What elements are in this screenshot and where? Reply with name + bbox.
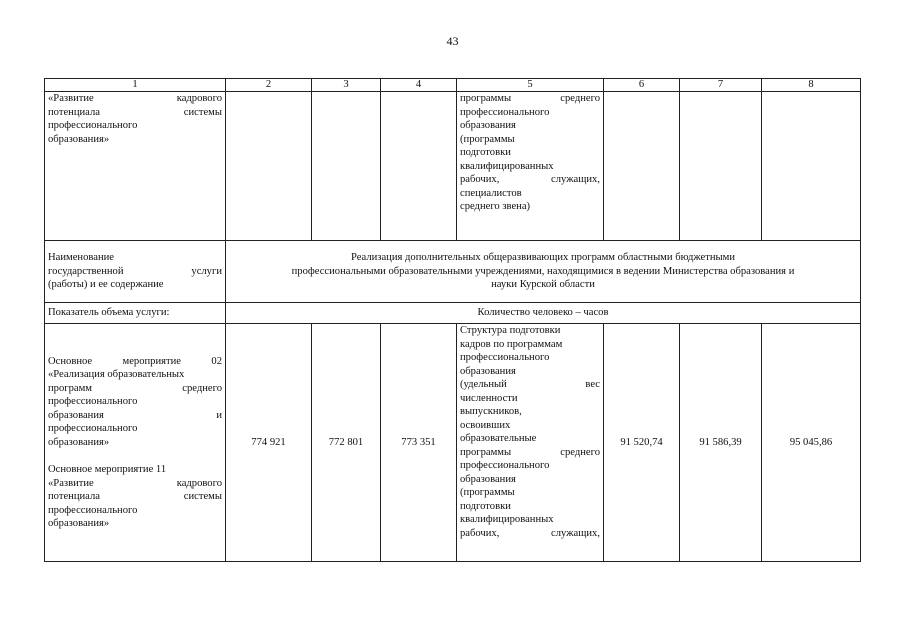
text-line: кадров по программам (460, 338, 563, 350)
text-line: «Развитие кадрового (48, 93, 222, 104)
text-line: образования (460, 120, 516, 131)
text-line: рабочих, служащих, (460, 527, 600, 539)
text-line: квалифицированных (460, 514, 554, 525)
text-line: программы среднего (460, 446, 600, 458)
text-line: профессионального (460, 106, 550, 118)
value-cell (312, 92, 381, 241)
text-line: освоивших (460, 419, 511, 431)
value-cell: 774 921 (226, 324, 312, 562)
column-number: 7 (680, 79, 762, 92)
table-row (45, 241, 861, 303)
column-number-row (45, 79, 861, 92)
text-line: образования (460, 473, 516, 485)
value-cell: 91 586,39 (680, 324, 762, 562)
text-line: профессионального (48, 423, 138, 434)
text-line: профессионального (460, 352, 550, 363)
text-line: профессиональными образовательными учреждениями, находящимися в ведении Министерства образования и (291, 265, 795, 277)
text-line: профессионального (460, 460, 550, 471)
indicator-cell (457, 324, 604, 562)
service-name-content (226, 241, 861, 303)
text-line: государственной услуги (48, 265, 222, 277)
text-line: (работы) и ее содержание (48, 279, 164, 291)
service-name-label (45, 241, 226, 303)
indicator-cell (457, 92, 604, 241)
text-line: профессионального (48, 504, 138, 516)
column-number: 2 (226, 79, 312, 92)
text-line: образования» (48, 133, 110, 145)
table-row (45, 92, 861, 241)
text-line: образования» (48, 518, 110, 529)
text-line: (программы (460, 133, 515, 145)
text-line: науки Курской области (491, 279, 595, 291)
text-line: выпускников, (460, 406, 522, 417)
column-number: 3 (312, 79, 381, 92)
text-line: профессионального (48, 120, 138, 131)
volume-indicator-content: Количество человеко – часов (226, 303, 861, 324)
column-number: 8 (762, 79, 861, 92)
column-number: 5 (457, 79, 604, 92)
text-line: программы среднего (460, 93, 600, 104)
value-cell (226, 92, 312, 241)
text-line: квалифицированных (460, 160, 554, 172)
service-table (44, 78, 861, 562)
text-line: «Реализация образовательных (48, 369, 185, 380)
table-row (45, 303, 861, 324)
text-line: Основное мероприятие 11 (48, 464, 167, 475)
text-line: образовательные (460, 433, 537, 444)
text-line: потенциала системы (48, 491, 222, 502)
value-cell (381, 92, 457, 241)
text-line: Структура подготовки (460, 325, 561, 336)
text-line: образования (460, 365, 516, 377)
text-line: подготовки (460, 147, 511, 158)
text-line: специалистов (460, 187, 522, 199)
value-cell (680, 92, 762, 241)
text-line: «Развитие кадрового (48, 477, 222, 489)
text-line: рабочих, служащих, (460, 174, 600, 185)
column-number: 1 (45, 79, 226, 92)
table-row (45, 324, 861, 562)
text-line: Основное мероприятие 02 (48, 355, 222, 367)
column-number: 6 (604, 79, 680, 92)
text-line: Наименование (48, 252, 114, 264)
text-line: образования и (48, 409, 222, 421)
text-line: программ среднего (48, 382, 222, 394)
text-line: (удельный вес (460, 379, 600, 390)
activity-cell (45, 324, 226, 562)
text-line: (программы (460, 487, 515, 498)
text-line: Реализация дополнительных общеразвивающих программ областными бюджетными (350, 252, 736, 264)
value-cell: 773 351 (381, 324, 457, 562)
value-cell: 91 520,74 (604, 324, 680, 562)
value-cell: 95 045,86 (762, 324, 861, 562)
activity-cell (45, 92, 226, 241)
text-line: среднего звена) (460, 201, 531, 212)
page-number: 43 (446, 34, 459, 48)
text-line: численности (460, 392, 518, 404)
spacer (48, 449, 222, 463)
text-line: потенциала системы (48, 106, 222, 118)
value-cell (604, 92, 680, 241)
column-number: 4 (381, 79, 457, 92)
text-line: образования» (48, 436, 110, 448)
value-cell (762, 92, 861, 241)
volume-indicator-label: Показатель объема услуги: (45, 303, 226, 324)
text-line: профессионального (48, 396, 138, 407)
text-line: подготовки (460, 500, 511, 512)
value-cell: 772 801 (312, 324, 381, 562)
